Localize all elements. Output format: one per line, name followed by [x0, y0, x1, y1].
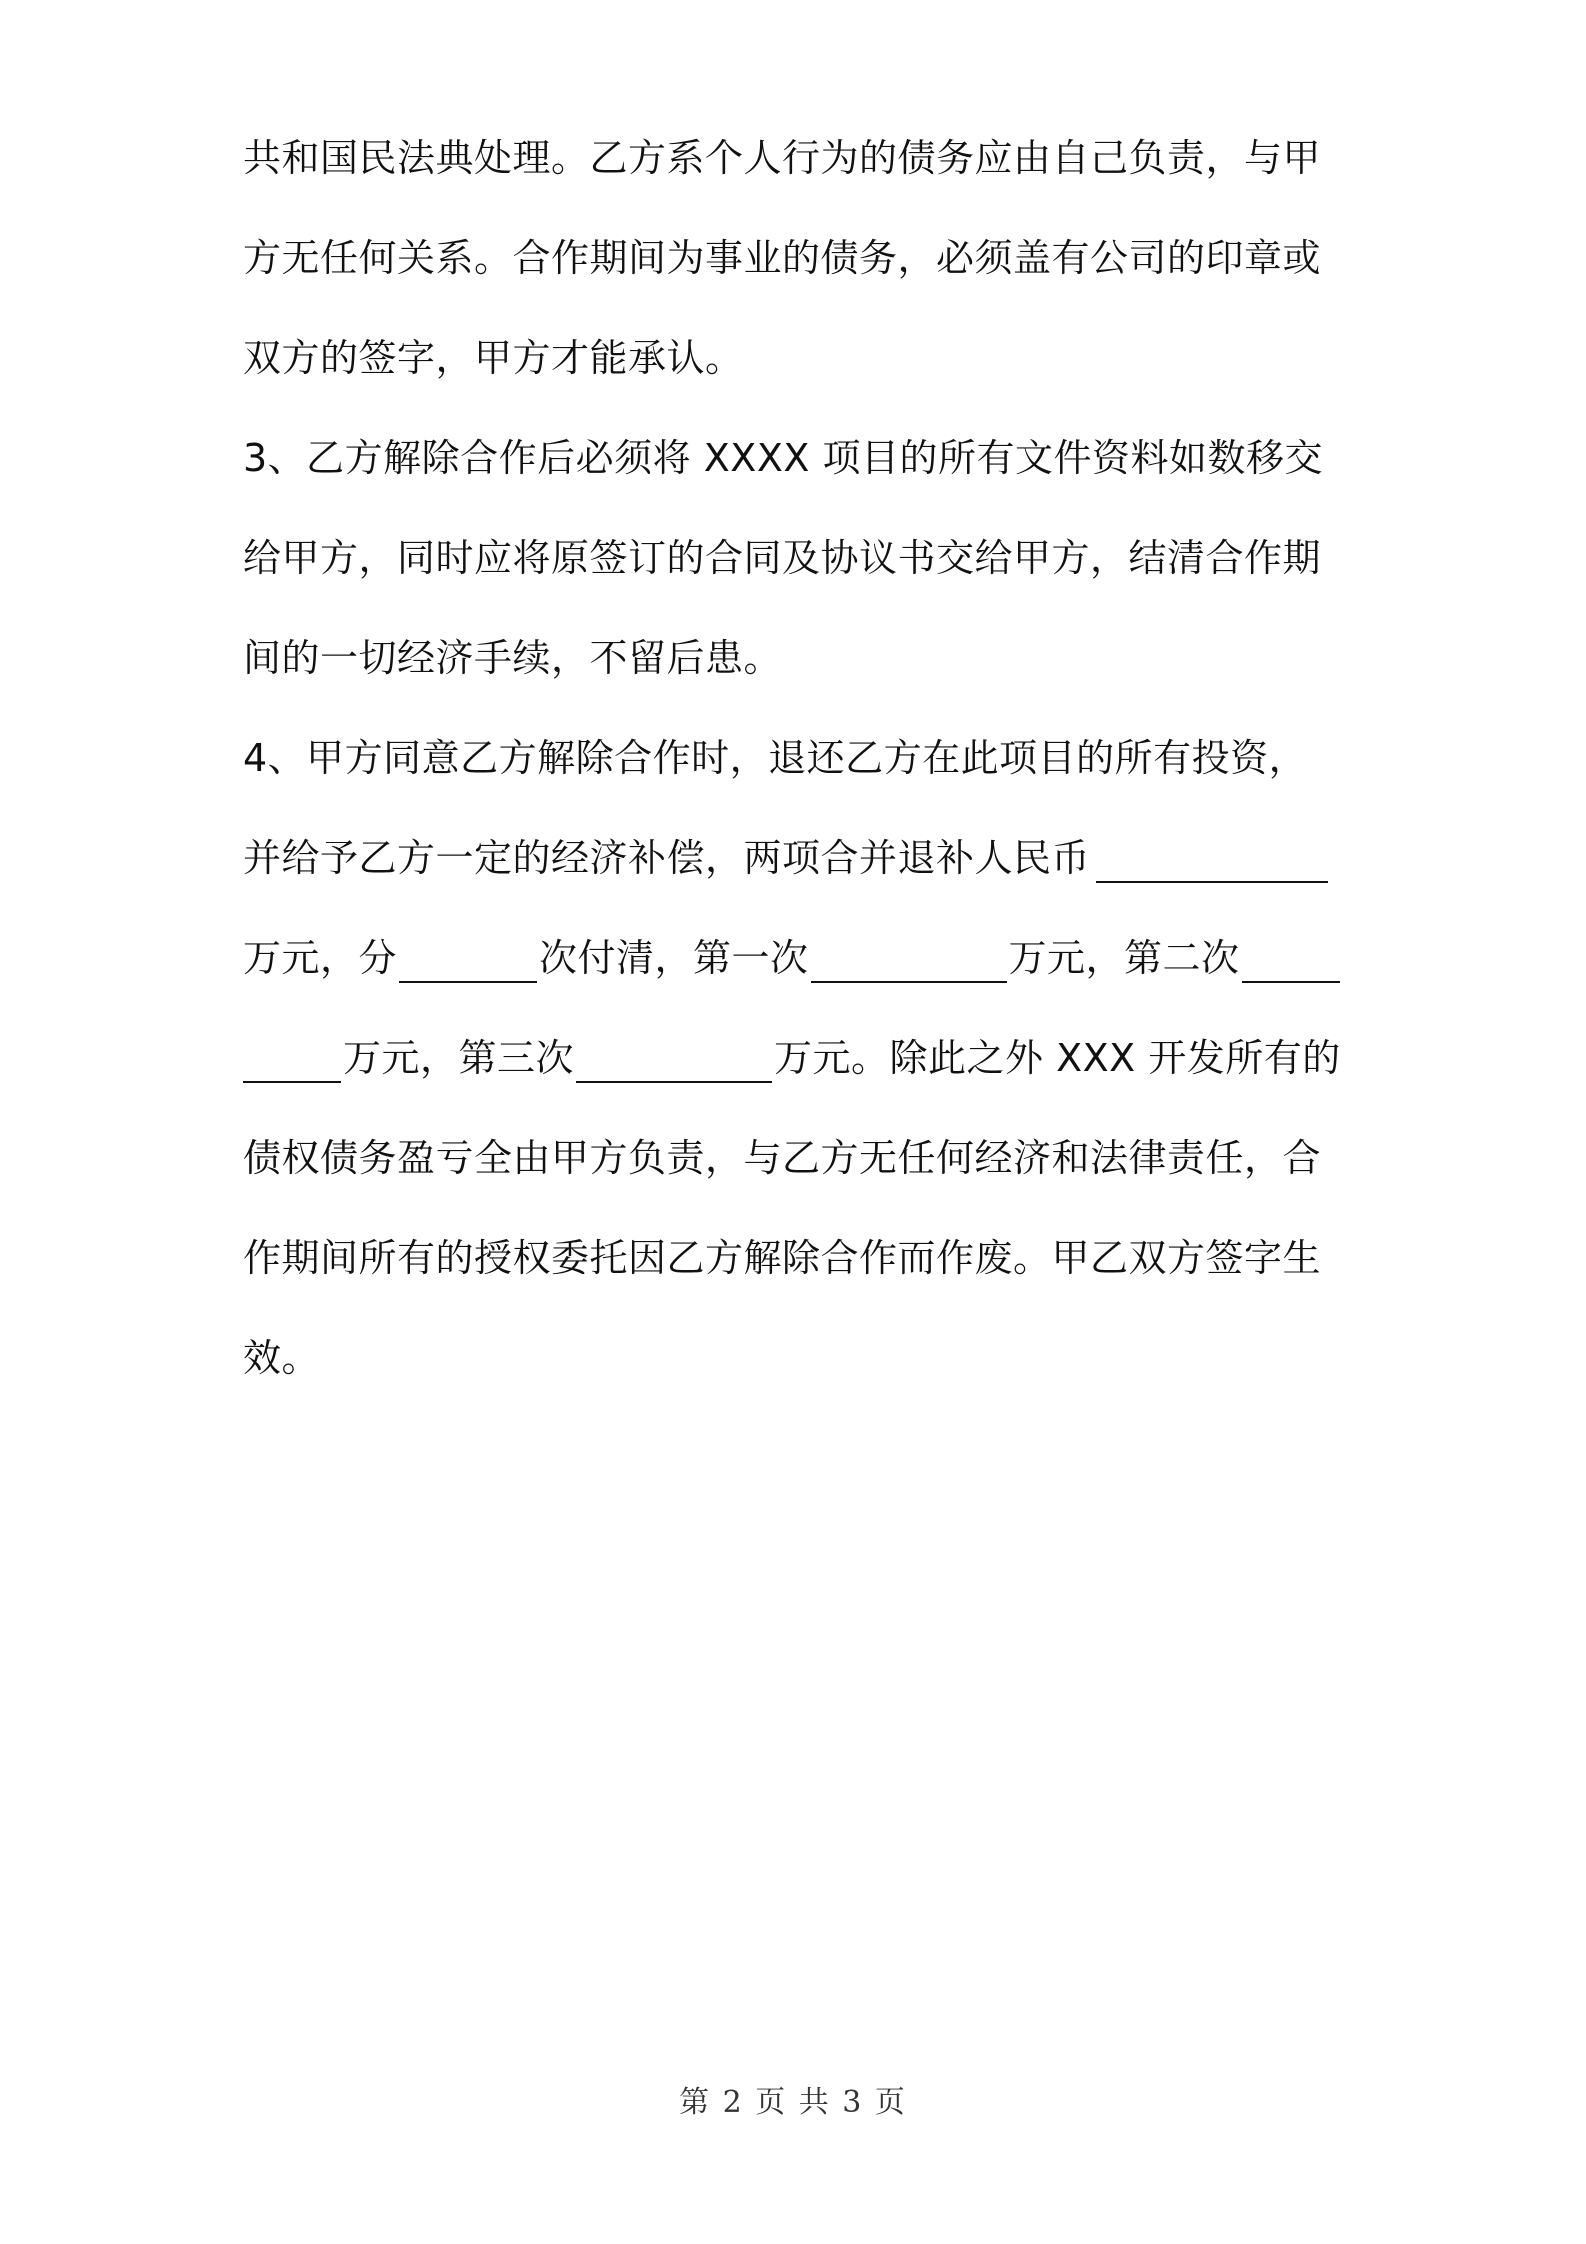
- clause-4-line-6: 作期间所有的授权委托因乙方解除合作而作废。甲乙双方签字生: [243, 1236, 1322, 1280]
- clause-4-line-4: [243, 1018, 1353, 1098]
- clause-4-line-3-text-c: 万元，第二次: [1008, 936, 1240, 980]
- first-payment-blank[interactable]: [811, 941, 1007, 983]
- paragraph-line-3: 双方的签字，甲方才能承认。: [243, 336, 744, 380]
- clause-3-line-1: 3、乙方解除合作后必须将 XXXX 项目的所有文件资料如数移交: [243, 436, 1323, 480]
- clause-4-line-7: 效。: [243, 1336, 321, 1380]
- clause-4-line-4-text-a: 万元，第三次: [343, 1036, 575, 1080]
- clause-4-line-2: [243, 818, 1353, 898]
- clause-4-line-3-text-a: 万元，分: [243, 936, 398, 980]
- clause-4-line-4-text-b: 万元。除此之外 XXX 开发所有的: [774, 1036, 1341, 1080]
- installment-count-blank[interactable]: [399, 941, 537, 983]
- clause-4-line-3: [243, 918, 1353, 998]
- clause-4-line-1: 4、甲方同意乙方解除合作时，退还乙方在此项目的所有投资，: [243, 736, 1308, 780]
- clause-4-line-5: 债权债务盈亏全由甲方负责，与乙方无任何经济和法律责任，合: [243, 1136, 1322, 1180]
- paragraph-line-1: 共和国民法典处理。乙方系个人行为的债务应由自己负责，与甲: [243, 136, 1322, 180]
- page-number-footer: 第 2 页 共 3 页: [679, 2085, 907, 2120]
- clause-3-line-2: 给甲方，同时应将原签订的合同及协议书交给甲方，结清合作期: [243, 536, 1322, 580]
- clause-4-line-2-text: 并给予乙方一定的经济补偿，两项合并退补人民币: [243, 836, 1091, 880]
- third-payment-blank[interactable]: [576, 1041, 772, 1083]
- amount-total-blank[interactable]: [1096, 841, 1328, 883]
- clause-4-line-3-text-b: 次付清，第一次: [539, 936, 809, 980]
- clause-3-line-3: 间的一切经济手续，不留后患。: [243, 636, 783, 680]
- second-payment-blank-part-1[interactable]: [1242, 941, 1340, 983]
- second-payment-blank-part-2[interactable]: [243, 1041, 341, 1083]
- paragraph-line-2: 方无任何关系。合作期间为事业的债务，必须盖有公司的印章或: [243, 236, 1322, 280]
